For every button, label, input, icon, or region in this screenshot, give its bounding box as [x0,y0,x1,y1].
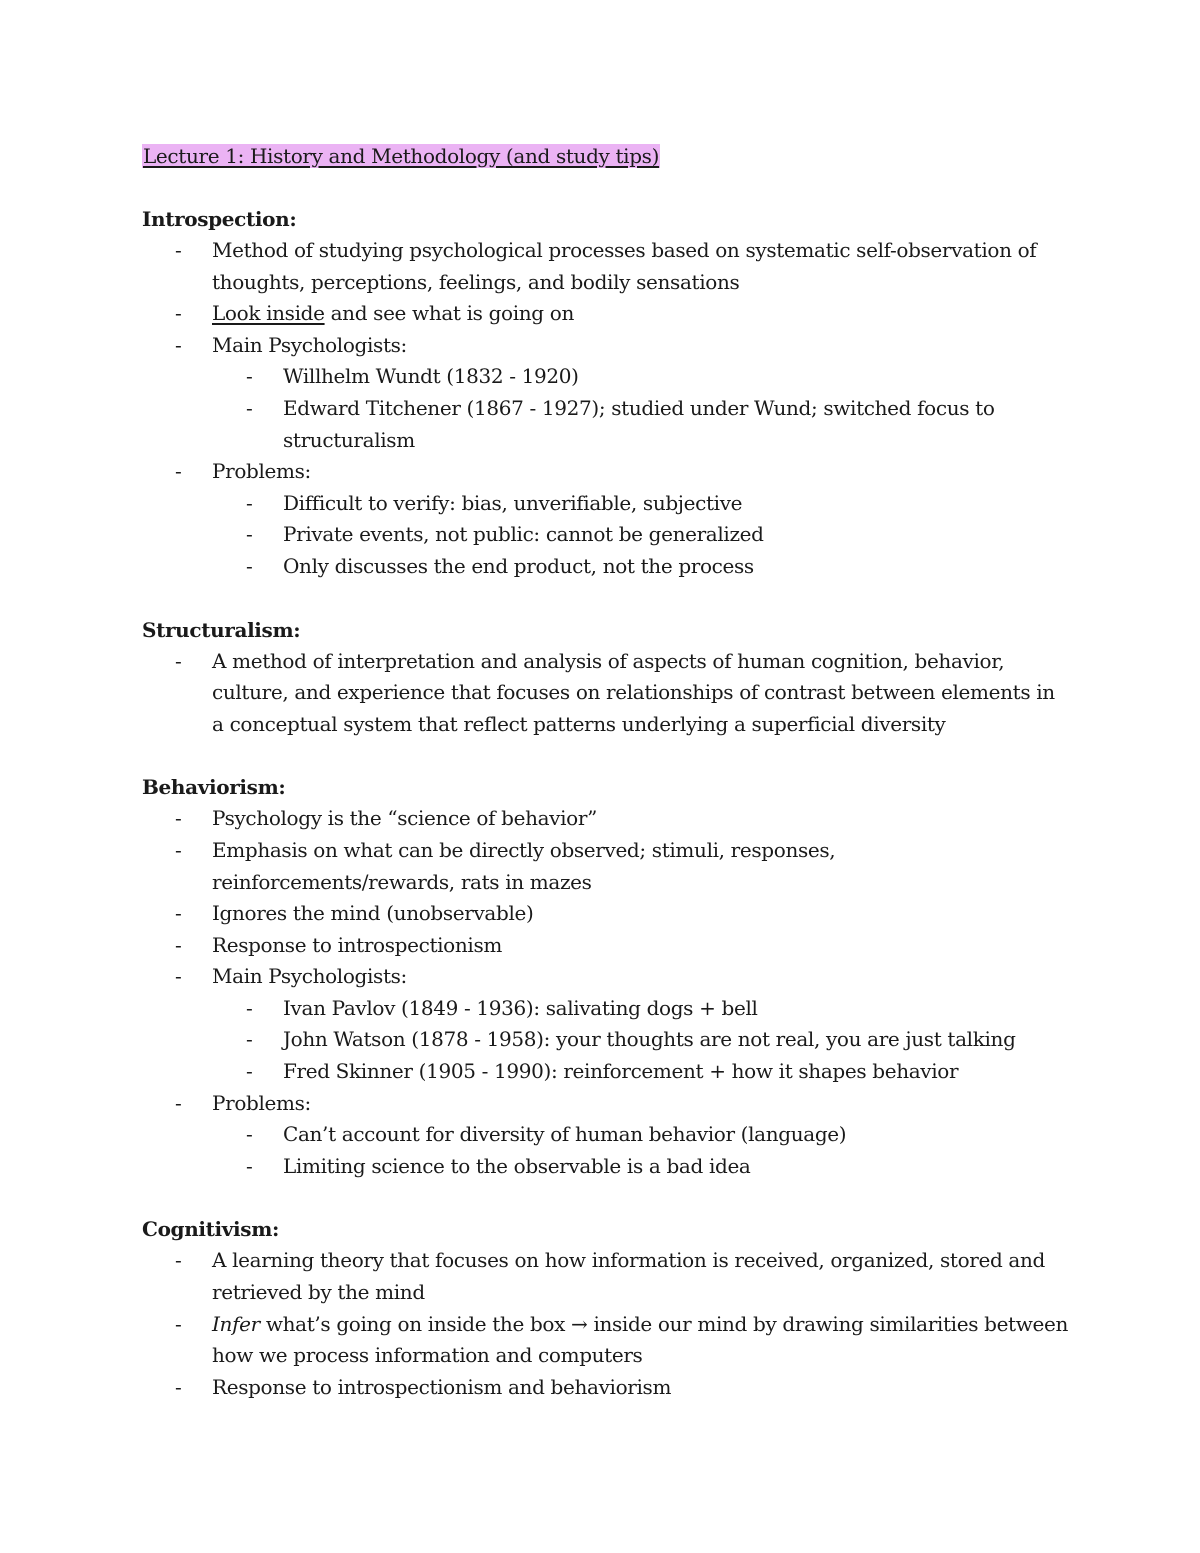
list-item [142,235,1072,298]
bullet-list [142,803,1072,1182]
bullet-dash: - [175,806,182,831]
bullet-dash: - [246,364,253,389]
list-item [142,456,1072,582]
sub-item-text: Only discusses the end product, not the process [283,553,754,578]
bullet-dash: - [175,932,182,957]
list-item [142,330,1072,456]
sub-list-item [212,993,1072,1025]
sub-list-item [212,488,1072,520]
sub-bullet-list [212,488,1072,583]
sub-list-item [212,1119,1072,1151]
section-heading: Behaviorism: [142,775,286,800]
section-heading: Introspection: [142,207,297,231]
sub-bullet-list [212,993,1072,1088]
item-text: Main Psychologists: [212,332,407,357]
bullet-dash: - [175,459,182,484]
bullet-dash: - [246,490,253,515]
bullet-dash: - [175,301,182,326]
section-gap [142,1182,1072,1213]
sub-item-text: Private events, not public: cannot be generalized [283,522,764,547]
bullet-dash: - [246,553,253,578]
list-item [142,1372,1072,1404]
sub-list-item [212,551,1072,583]
bullet-dash: - [175,837,182,862]
bullet-dash: - [175,1248,182,1273]
bullet-dash: - [175,1311,182,1336]
list-item [142,1245,1072,1308]
list-item [142,646,1072,741]
item-text: A method of interpretation and analysis of aspects of human cognition, behavior, culture, and experience that focuses on relationships of contrast between elements in a conceptual system that reflect patterns underlying a superficial diversity [212,648,1055,736]
bullet-dash: - [246,995,253,1020]
bullet-list [142,646,1072,741]
underlined-text: Look inside [212,301,325,326]
item-text: Problems: [212,1090,311,1115]
bullet-dash: - [246,1059,253,1084]
sub-item-text: Limiting science to the observable is a bad idea [283,1153,751,1178]
document-title: Lecture 1: History and Methodology (and study tips) [143,144,660,168]
sub-item-text: Ivan Pavlov (1849 - 1936): salivating dogs + bell [283,995,758,1020]
item-text: and see what is going on [324,301,574,326]
sub-item-text: Can’t account for diversity of human behavior (language) [283,1122,847,1147]
bullet-dash: - [246,1153,253,1178]
section-gap [142,583,1072,614]
item-text: what’s going on inside the box → inside our mind by drawing similarities between how we process information and computers [212,1311,1069,1368]
sub-list-item [212,519,1072,551]
sub-list-item [212,361,1072,393]
item-text: Emphasis on what can be directly observed; stimuli, responses, reinforcements/rewards, rats in mazes [212,837,836,894]
item-text: Response to introspectionism and behaviorism [212,1374,672,1399]
item-text: Problems: [212,459,311,484]
bullet-dash: - [175,1374,182,1399]
sub-list-item [212,393,1072,456]
list-item [142,1309,1072,1372]
bullet-dash: - [175,1090,182,1115]
sections-container [142,203,1072,1403]
sub-item-text: John Watson (1878 - 1958): your thoughts are not real, you are just talking [283,1027,1016,1052]
sub-item-text: Difficult to verify: bias, unverifiable, subjective [283,490,743,515]
list-item [142,298,1072,330]
item-text: A learning theory that focuses on how information is received, organized, stored and retrieved by the mind [212,1248,1045,1305]
item-text: Ignores the mind (unobservable) [212,901,534,926]
italic-text: Infer [212,1311,260,1336]
section-gap [142,740,1072,771]
bullet-dash: - [175,238,182,262]
section-heading: Cognitivism: [142,1217,280,1242]
section-heading: Structuralism: [142,617,301,642]
list-item [142,1088,1072,1183]
sub-list-item [212,1056,1072,1088]
bullet-dash: - [175,901,182,926]
bullet-dash: - [246,1122,253,1147]
sub-item-text: Edward Titchener (1867 - 1927); studied under Wund; switched focus to structuralism [283,395,995,452]
bullet-dash: - [246,1027,253,1052]
list-item [142,961,1072,1087]
sub-bullet-list [212,1119,1072,1182]
bullet-list [142,1245,1072,1403]
sub-item-text: Willhelm Wundt (1832 - 1920) [283,364,579,389]
list-item [142,898,1072,930]
list-item [142,835,1072,898]
bullet-dash: - [246,395,253,420]
item-text: Method of studying psychological processes based on systematic self-observation of thoughts, perceptions, feelings, and bodily sensations [212,238,1037,294]
bullet-dash: - [175,332,182,357]
bullet-dash: - [175,964,182,989]
bullet-dash: - [246,522,253,547]
document-page [142,140,1072,1403]
list-item [142,930,1072,962]
list-item [142,803,1072,835]
sub-list-item [212,1151,1072,1183]
bullet-list [142,235,1072,583]
sub-bullet-list [212,361,1072,456]
sub-list-item [212,1024,1072,1056]
title-line [142,140,1072,172]
sub-item-text: Fred Skinner (1905 - 1990): reinforcement + how it shapes behavior [283,1059,959,1084]
item-text: Main Psychologists: [212,964,407,989]
item-text: Psychology is the “science of behavior” [212,806,597,831]
bullet-dash: - [175,648,182,673]
item-text: Response to introspectionism [212,932,502,957]
